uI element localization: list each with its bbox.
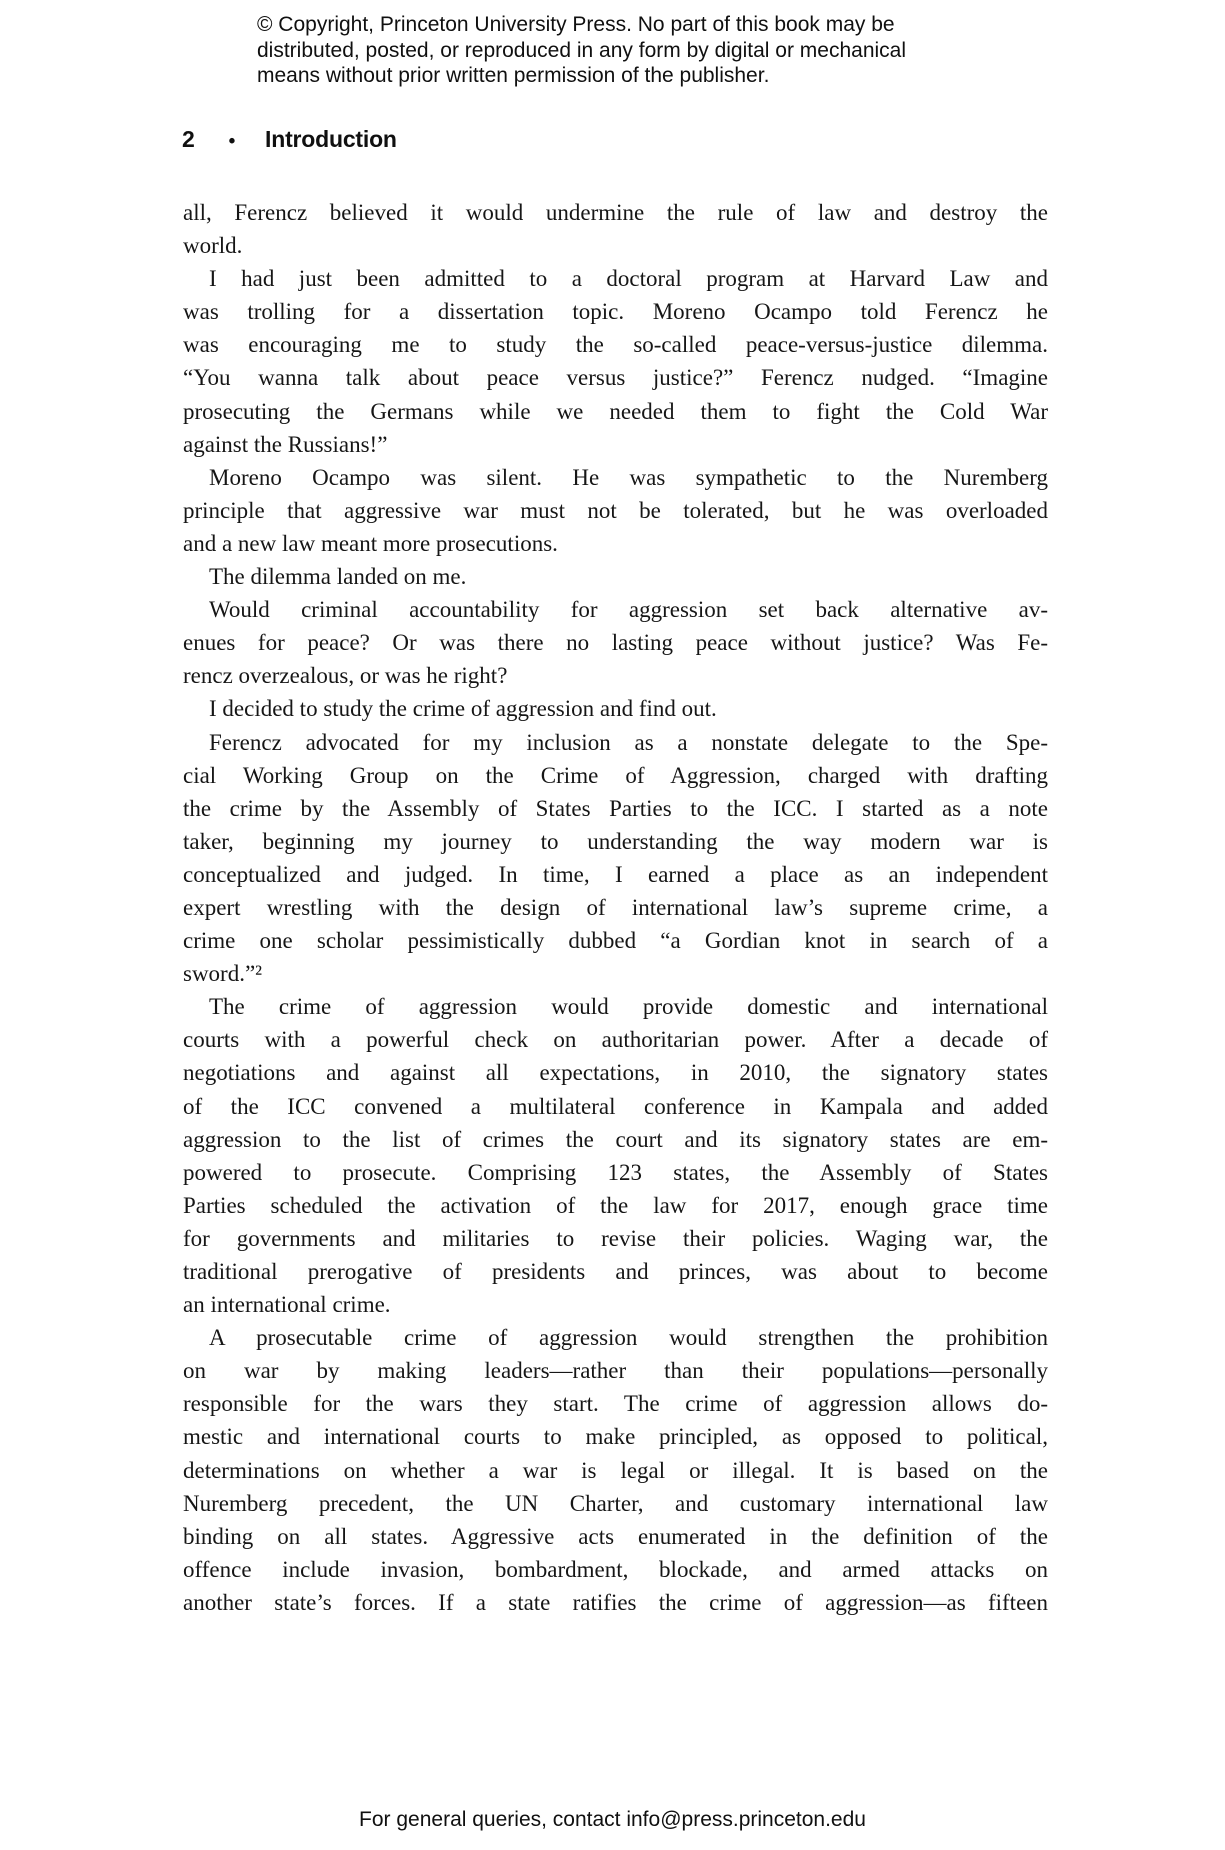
text-line: Parties scheduled the activation of the law for 2017, enough grace time [183, 1192, 1048, 1218]
paragraph [183, 461, 1048, 560]
text-line: The dilemma landed on me. [209, 564, 467, 590]
text-line: binding on all states. Aggressive acts enumerated in the definition of the [183, 1523, 1048, 1549]
paragraph [183, 726, 1048, 991]
text-line: responsible for the wars they start. The crime of aggression allows do- [183, 1391, 1048, 1417]
text-line: traditional prerogative of presidents and princes, was about to become [183, 1259, 1048, 1284]
text-line: sword.”² [183, 961, 263, 987]
text-line: “You wanna talk about peace versus justice?” Ferencz nudged. “Imagine [183, 365, 1048, 391]
copyright-line: distributed, posted, or reproduced in any form by digital or mechanical [257, 38, 907, 62]
text-line: principle that aggressive war must not be tolerated, but he was overloaded [183, 497, 1048, 523]
text-line: an international crime. [183, 1292, 391, 1318]
text-line: of the ICC convened a multilateral conference in Kampala and added [183, 1093, 1048, 1119]
footer-text: For general queries, contact info@press.princeton.edu [359, 1808, 866, 1831]
text-line: and a new law meant more prosecutions. [183, 530, 558, 556]
text-line: was trolling for a dissertation topic. Moreno Ocampo told Ferencz he [183, 299, 1048, 325]
text-line: Nuremberg precedent, the UN Charter, and customary international law [183, 1490, 1048, 1516]
bullet-separator-icon: • [228, 131, 236, 152]
paragraph [183, 560, 1048, 593]
copyright-line: © Copyright, Princeton University Press. No part of this book may be [257, 13, 895, 36]
text-line: for governments and militaries to revise their policies. Waging war, the [183, 1225, 1048, 1251]
text-line: against the Russians!” [183, 431, 388, 457]
text-line: crime one scholar pessimistically dubbed “a Gordian knot in search of a [183, 928, 1048, 954]
paragraph [183, 262, 1048, 461]
text-line: offence include invasion, bombardment, blockade, and armed attacks on [183, 1556, 1048, 1582]
text-line: on war by making leaders—rather than their populations—personally [183, 1358, 1048, 1384]
text-line: rencz overzealous, or was he right? [183, 663, 508, 689]
text-line: another state’s forces. If a state ratifies the crime of aggression—as fifteen [183, 1589, 1048, 1615]
text-line: enues for peace? Or was there no lasting peace without justice? Was Fe- [183, 630, 1048, 656]
text-line: aggression to the list of crimes the court and its signatory states are em- [183, 1126, 1048, 1152]
text-line: world. [183, 233, 243, 259]
paragraph [183, 1321, 1048, 1619]
paragraph [183, 990, 1048, 1321]
footer-queries-note [0, 1808, 1225, 1832]
text-line: conceptualized and judged. In time, I earned a place as an independent [183, 861, 1048, 887]
text-line: cial Working Group on the Crime of Aggression, charged with drafting [183, 762, 1048, 788]
text-line: I had just been admitted to a doctoral program at Harvard Law and [209, 266, 1048, 292]
copyright-line: means without prior written permission of the publisher. [257, 64, 770, 88]
chapter-title: Introduction [265, 126, 397, 152]
text-line: Would criminal accountability for aggression set back alternative av- [209, 597, 1048, 623]
paragraph [183, 692, 1048, 725]
paragraph [183, 196, 1048, 262]
text-line: determinations on whether a war is legal or illegal. It is based on the [183, 1457, 1048, 1483]
page-number: 2 [182, 126, 195, 152]
paragraph [183, 593, 1048, 692]
copyright-notice [257, 12, 906, 89]
text-line: The crime of aggression would provide domestic and international [209, 994, 1048, 1020]
text-line: all, Ferencz believed it would undermine the rule of law and destroy the [183, 200, 1048, 225]
text-line: prosecuting the Germans while we needed them to fight the Cold War [183, 398, 1048, 424]
text-line: powered to prosecute. Comprising 123 states, the Assembly of States [183, 1159, 1048, 1185]
text-line: Ferencz advocated for my inclusion as a nonstate delegate to the Spe- [209, 729, 1048, 755]
text-line: I decided to study the crime of aggression and find out. [209, 696, 717, 722]
text-line: was encouraging me to study the so-called peace-versus-justice dilemma. [183, 332, 1048, 358]
running-header [182, 126, 397, 153]
text-line: courts with a powerful check on authoritarian power. After a decade of [183, 1027, 1048, 1053]
text-line: the crime by the Assembly of States Parties to the ICC. I started as a note [183, 795, 1048, 821]
text-line: A prosecutable crime of aggression would strengthen the prohibition [209, 1325, 1048, 1351]
text-line: expert wrestling with the design of international law’s supreme crime, a [183, 894, 1048, 920]
text-line: negotiations and against all expectations, in 2010, the signatory states [183, 1060, 1048, 1086]
text-line: taker, beginning my journey to understanding the way modern war is [183, 828, 1048, 854]
text-line: mestic and international courts to make principled, as opposed to political, [183, 1424, 1048, 1450]
text-line: Moreno Ocampo was silent. He was sympathetic to the Nuremberg [209, 464, 1048, 490]
body-text [183, 196, 1048, 1619]
